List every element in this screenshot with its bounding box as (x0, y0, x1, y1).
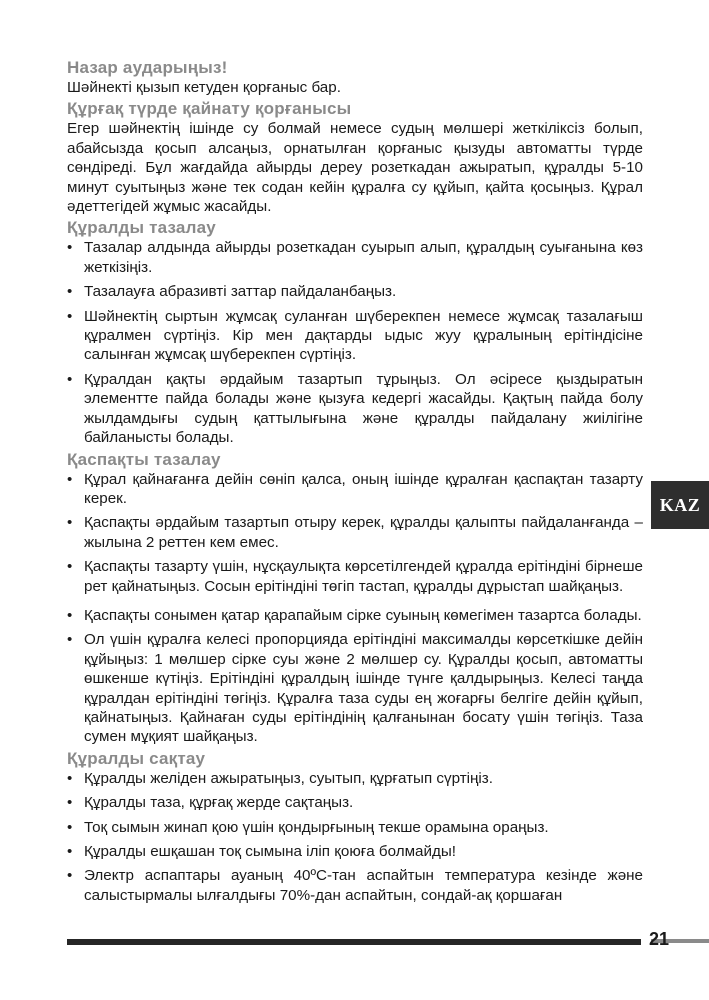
list-item: • Құрал қайнағанға дейін сөніп қалса, оның ішінде құралған қаспақтан тазарту керек. (67, 470, 643, 509)
list-item: • Қаспақты әрдайым тазартып отыру керек, құралды қалыпты пайдаланғанда – жылына 2 реттен кем емес. (67, 513, 643, 552)
storage-list (67, 769, 643, 905)
list-item: • Шәйнектің сыртын жұмсақ суланған шүберекпен немесе жұмсақ тазалағыш құралмен сүртіңіз. Кір мен дақтарды ыдыс жуу құралының ерітіндісіне салынған жұмсақ шүберекпен сүртіңіз. (67, 307, 643, 365)
list-item: • Электр аспаптары ауаның 40ºС-тан аспайтын температура кезінде және салыстырмалы ылғалдығы 70%-дан аспайтын, сондай-ақ қоршаған (67, 866, 643, 905)
storage-heading: Құралды сақтау (67, 748, 206, 768)
list-item: • Қаспақты сонымен қатар қарапайым сірке суының көмегімен тазартса болады. (67, 606, 643, 625)
footer-rule (67, 939, 641, 945)
list-item: • Тазалауға абразивті заттар пайдаланбаңыз. (67, 282, 643, 301)
list-item: • Тоқ сымын жинап қою үшін қондырғының текше орамына ораңыз. (67, 818, 643, 837)
language-tab: KAZ (651, 481, 709, 529)
list-item: • Құралды ешқашан тоқ сымына іліп қоюға болмайды! (67, 842, 643, 861)
dry-boil-text: Егер шәйнектің ішінде су болмай немесе судың мөлшері жеткіліксіз болып, абайсызда қосып алсаңыз, орнатылған қорғаныс қызуды автоматты түрде сөндіреді. Бұл жағдайда айырды дереу розеткадан ажыратып, құралды 5-10 минут суытыңыз және тек содан кейін құралға су құйып, қайта қосыңыз. Құрал әдеттегідей жұмыс жасайды. (67, 120, 643, 216)
list-item: • Құралды таза, құрғақ жерде сақтаңыз. (67, 793, 643, 812)
list-item: • Тазалар алдында айырды розеткадан суырып алып, құралдың суығанына көз жеткізіңіз. (67, 238, 643, 277)
dry-boil-heading: Құрғақ түрде қайнату қорғанысы (67, 99, 352, 119)
list-item: • Құралдан қақты әрдайым тазартып тұрыңыз. Ол әсіресе қыздыратын элементте пайда болады және қызуға кедергі жасайды. Қақтың пайда болу жылдамдығы судың қаттылығына және құралды пайдалану жиілігіне байланысты болады. (67, 370, 643, 448)
list-item: • Ол үшін құралға келесі пропорцияда ерітіндіні максималды көрсеткішке дейін құйыңыз: 1 мөлшер сірке суы және 2 мөлшер су. Құралды қосып, автоматты өшкенше күтіңіз. Ерітіндіні құралдың ішінде түнге қалдырыңыз. Келесі таңда құралдан ерітіндіні төгіңіз. Құралға таза суды ең жоғарғы белгіге дейін құйып, қайнатыңыз. Қайнаған суды ерітіндінің қалғанынан босату үшін төгіңіз. Таза сумен мұқият шайқаңыз. (67, 630, 643, 746)
list-item: • Құралды желіден ажыратыңыз, суытып, құрғатып сүртіңіз. (67, 769, 643, 788)
cleaning-heading: Құралды тазалау (67, 218, 216, 238)
notice-text: Шәйнекті қызып кетуден қорғаныс бар. (67, 79, 341, 96)
descaling-heading: Қаспақты тазалау (67, 449, 221, 469)
list-item: • Қаспақты тазарту үшін, нұсқаулықта көрсетілгендей құралда ерітіндіні бірнеше рет қайнатыңыз. Сосын ерітіндіні төгіп тастап, құралды дұрыстап шайқаңыз. (67, 557, 643, 596)
page-content (67, 58, 643, 905)
notice-heading: Назар аударыңыз! (67, 58, 228, 77)
cleaning-list (67, 238, 643, 447)
page-number: 21 (649, 929, 670, 949)
descaling-list (67, 470, 643, 747)
